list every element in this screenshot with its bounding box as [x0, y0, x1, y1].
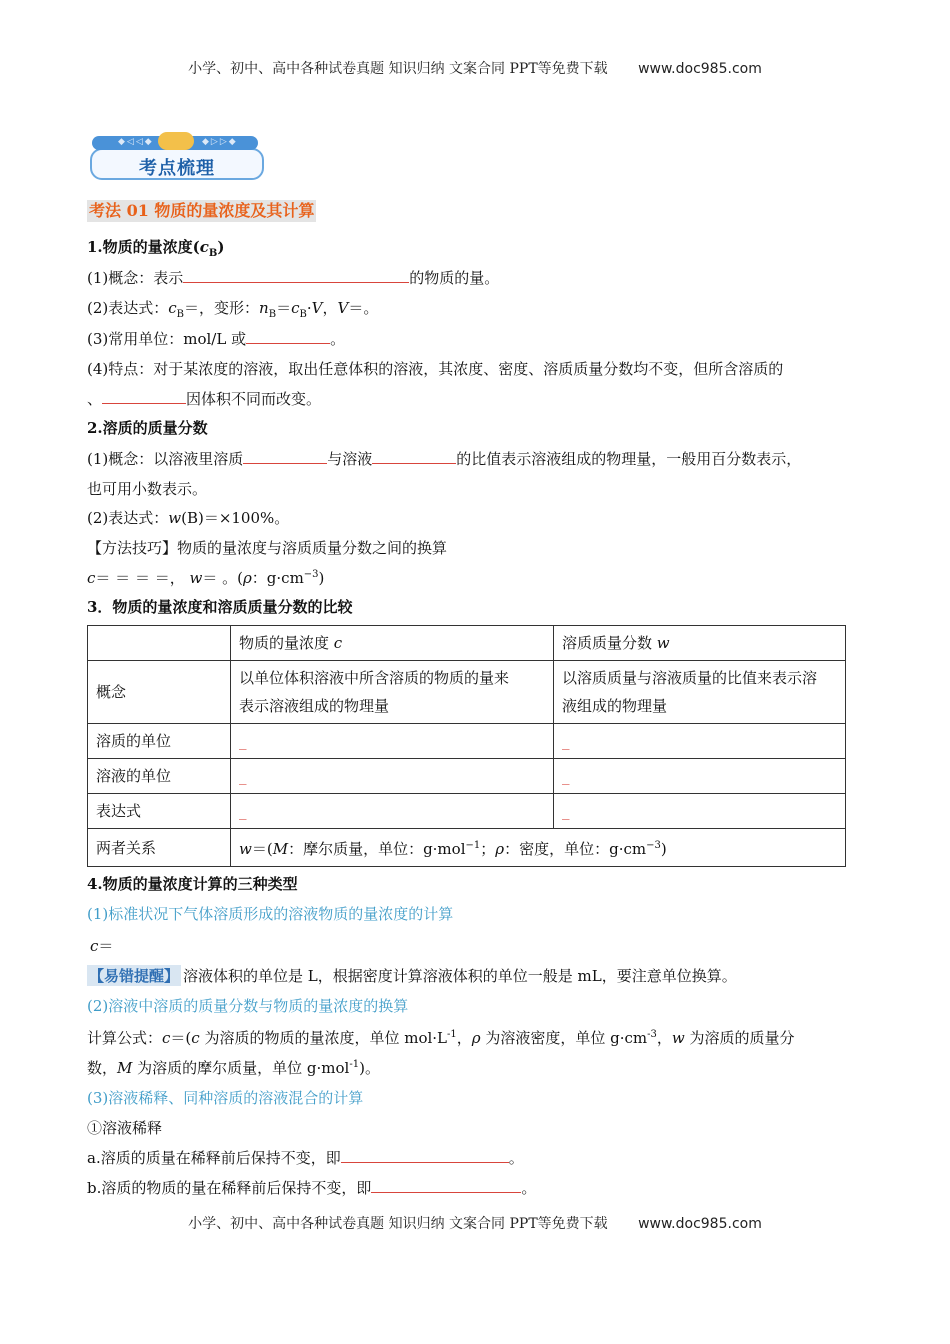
fill-blank[interactable] [243, 449, 327, 464]
s4-dilution-a: a.溶质的质量在稀释前后保持不变，即 。 [87, 1149, 524, 1167]
s2-tip: 【方法技巧】物质的量浓度与溶质质量分数之间的换算 [87, 539, 448, 557]
s2-concept: (1)概念：以溶液里溶质 与溶液 的比值表示溶液组成的物理量，一般用百分数表示， [87, 450, 802, 468]
table-blank-cell[interactable]: _ [231, 794, 554, 829]
table-cell: 以单位体积溶液中所含溶质的物质的量来 表示溶液组成的物理量 [231, 661, 554, 724]
fill-blank[interactable] [371, 1178, 521, 1193]
s1-feature-cont: 、 因体积不同而改变。 [87, 390, 322, 408]
footer-text: 小学、初中、高中各种试卷真题 知识归纳 文案合同 PPT等免费下载 [188, 1216, 608, 1232]
s4-heading: 4.物质的量浓度计算的三种类型 [87, 875, 298, 893]
table-cell: w＝(M：摩尔质量，单位：g·mol$^{-1}$；ρ：密度，单位：$g\cdot cm^{-3}$) [231, 829, 846, 867]
s4-type3: (3)溶液稀释、同种溶质的溶液混合的计算 [87, 1089, 364, 1107]
s4-tip: 【易错提醒】 溶液体积的单位是 L，根据密度计算溶液体积的单位一般是 mL，要注意单位换算。 [89, 967, 737, 985]
section-title: 考法 01 物质的量浓度及其计算 [89, 201, 315, 220]
s3-heading: 3．物质的量浓度和溶质质量分数的比较 [87, 598, 353, 616]
s4-type1-formula: c＝ [90, 937, 114, 955]
table-blank-cell[interactable]: _ [554, 759, 846, 794]
table-row [88, 626, 846, 661]
fill-blank[interactable] [341, 1148, 509, 1163]
table-row [88, 661, 846, 724]
right-arrows-icon: ◆▷▷◆ [202, 137, 238, 147]
table-label-cell: 表达式 [88, 794, 231, 829]
s2-concept-cont: 也可用小数表示。 [87, 480, 208, 498]
table-label-cell: 溶液的单位 [88, 759, 231, 794]
s4-type1: (1)标准状况下气体溶质形成的溶液物质的量浓度的计算 [87, 905, 454, 923]
header-text: 小学、初中、高中各种试卷真题 知识归纳 文案合同 PPT等免费下载 [188, 61, 608, 77]
s4-type2-formula-cont: 数，M 为溶质的摩尔质量，单位 g·mol$^{-1}$)。 [87, 1059, 380, 1077]
table-label-cell: 溶质的单位 [88, 724, 231, 759]
fill-blank[interactable] [102, 389, 186, 404]
s1-heading: 1.物质的量浓度$(c_B)$ [87, 238, 225, 259]
banner-knob [158, 132, 194, 150]
footer-url[interactable]: www.doc985.com [638, 1216, 762, 1232]
s1-concept: (1)概念：表示 的物质的量。 [87, 269, 500, 287]
fill-blank[interactable] [183, 268, 409, 283]
s4-dilution-b: b.溶质的物质的量在稀释前后保持不变，即 。 [87, 1179, 537, 1197]
table-blank-cell[interactable]: _ [231, 759, 554, 794]
table-blank-cell[interactable]: _ [554, 724, 846, 759]
s2-heading: 2.溶质的质量分数 [87, 419, 208, 437]
fill-blank[interactable] [246, 329, 330, 344]
table-label-cell: 两者关系 [88, 829, 231, 867]
table-cell: 以溶质质量与溶液质量的比值来表示溶 液组成的物理量 [554, 661, 846, 724]
table-row [88, 724, 846, 759]
header-url[interactable]: www.doc985.com [638, 61, 762, 77]
banner-title: 考点梳理 [139, 158, 215, 179]
comparison-table [87, 625, 846, 867]
s2-formula: c＝ ＝ ＝ ＝， w＝ 。(ρ：$g\cdot cm^{-3}$) [87, 569, 325, 587]
page-footer [0, 1213, 950, 1233]
s1-feature: (4)特点：对于某浓度的溶液，取出任意体积的溶液，其浓度、密度、溶质质量分数均不变，但所含溶质的 [87, 360, 784, 378]
left-arrows-icon: ◆◁◁◆ [118, 137, 154, 147]
table-blank-cell[interactable]: _ [554, 794, 846, 829]
table-header-cell: 溶质质量分数 w [554, 626, 846, 661]
page-header [0, 58, 950, 78]
s4-dilution-heading: ①溶液稀释 [87, 1119, 163, 1137]
tip-tag: 【易错提醒】 [89, 967, 180, 985]
table-row [88, 759, 846, 794]
table-blank-cell[interactable]: _ [231, 724, 554, 759]
table-cell [88, 626, 231, 661]
s1-expression: (2)表达式：$c_B=$，变形：$n_B=c_B\cdot V$，V＝。 [87, 299, 379, 320]
s2-expression: (2)表达式：w(B)＝×100%。 [87, 509, 290, 527]
section-banner [90, 132, 264, 180]
s1-unit: (3)常用单位：mol/L 或 。 [87, 330, 346, 348]
fill-blank[interactable] [372, 449, 456, 464]
s4-type2: (2)溶液中溶质的质量分数与物质的量浓度的换算 [87, 997, 409, 1015]
s4-type2-formula: 计算公式：c＝(c 为溶质的物质的量浓度，单位 $mol\cdot L^{-1}$，ρ 为溶液密度，单位 $g\cdot cm^{-3}$，w 为溶质的质量分 [87, 1029, 795, 1047]
table-row [88, 829, 846, 867]
table-header-cell: 物质的量浓度 c [231, 626, 554, 661]
table-row [88, 794, 846, 829]
table-label-cell: 概念 [88, 661, 231, 724]
